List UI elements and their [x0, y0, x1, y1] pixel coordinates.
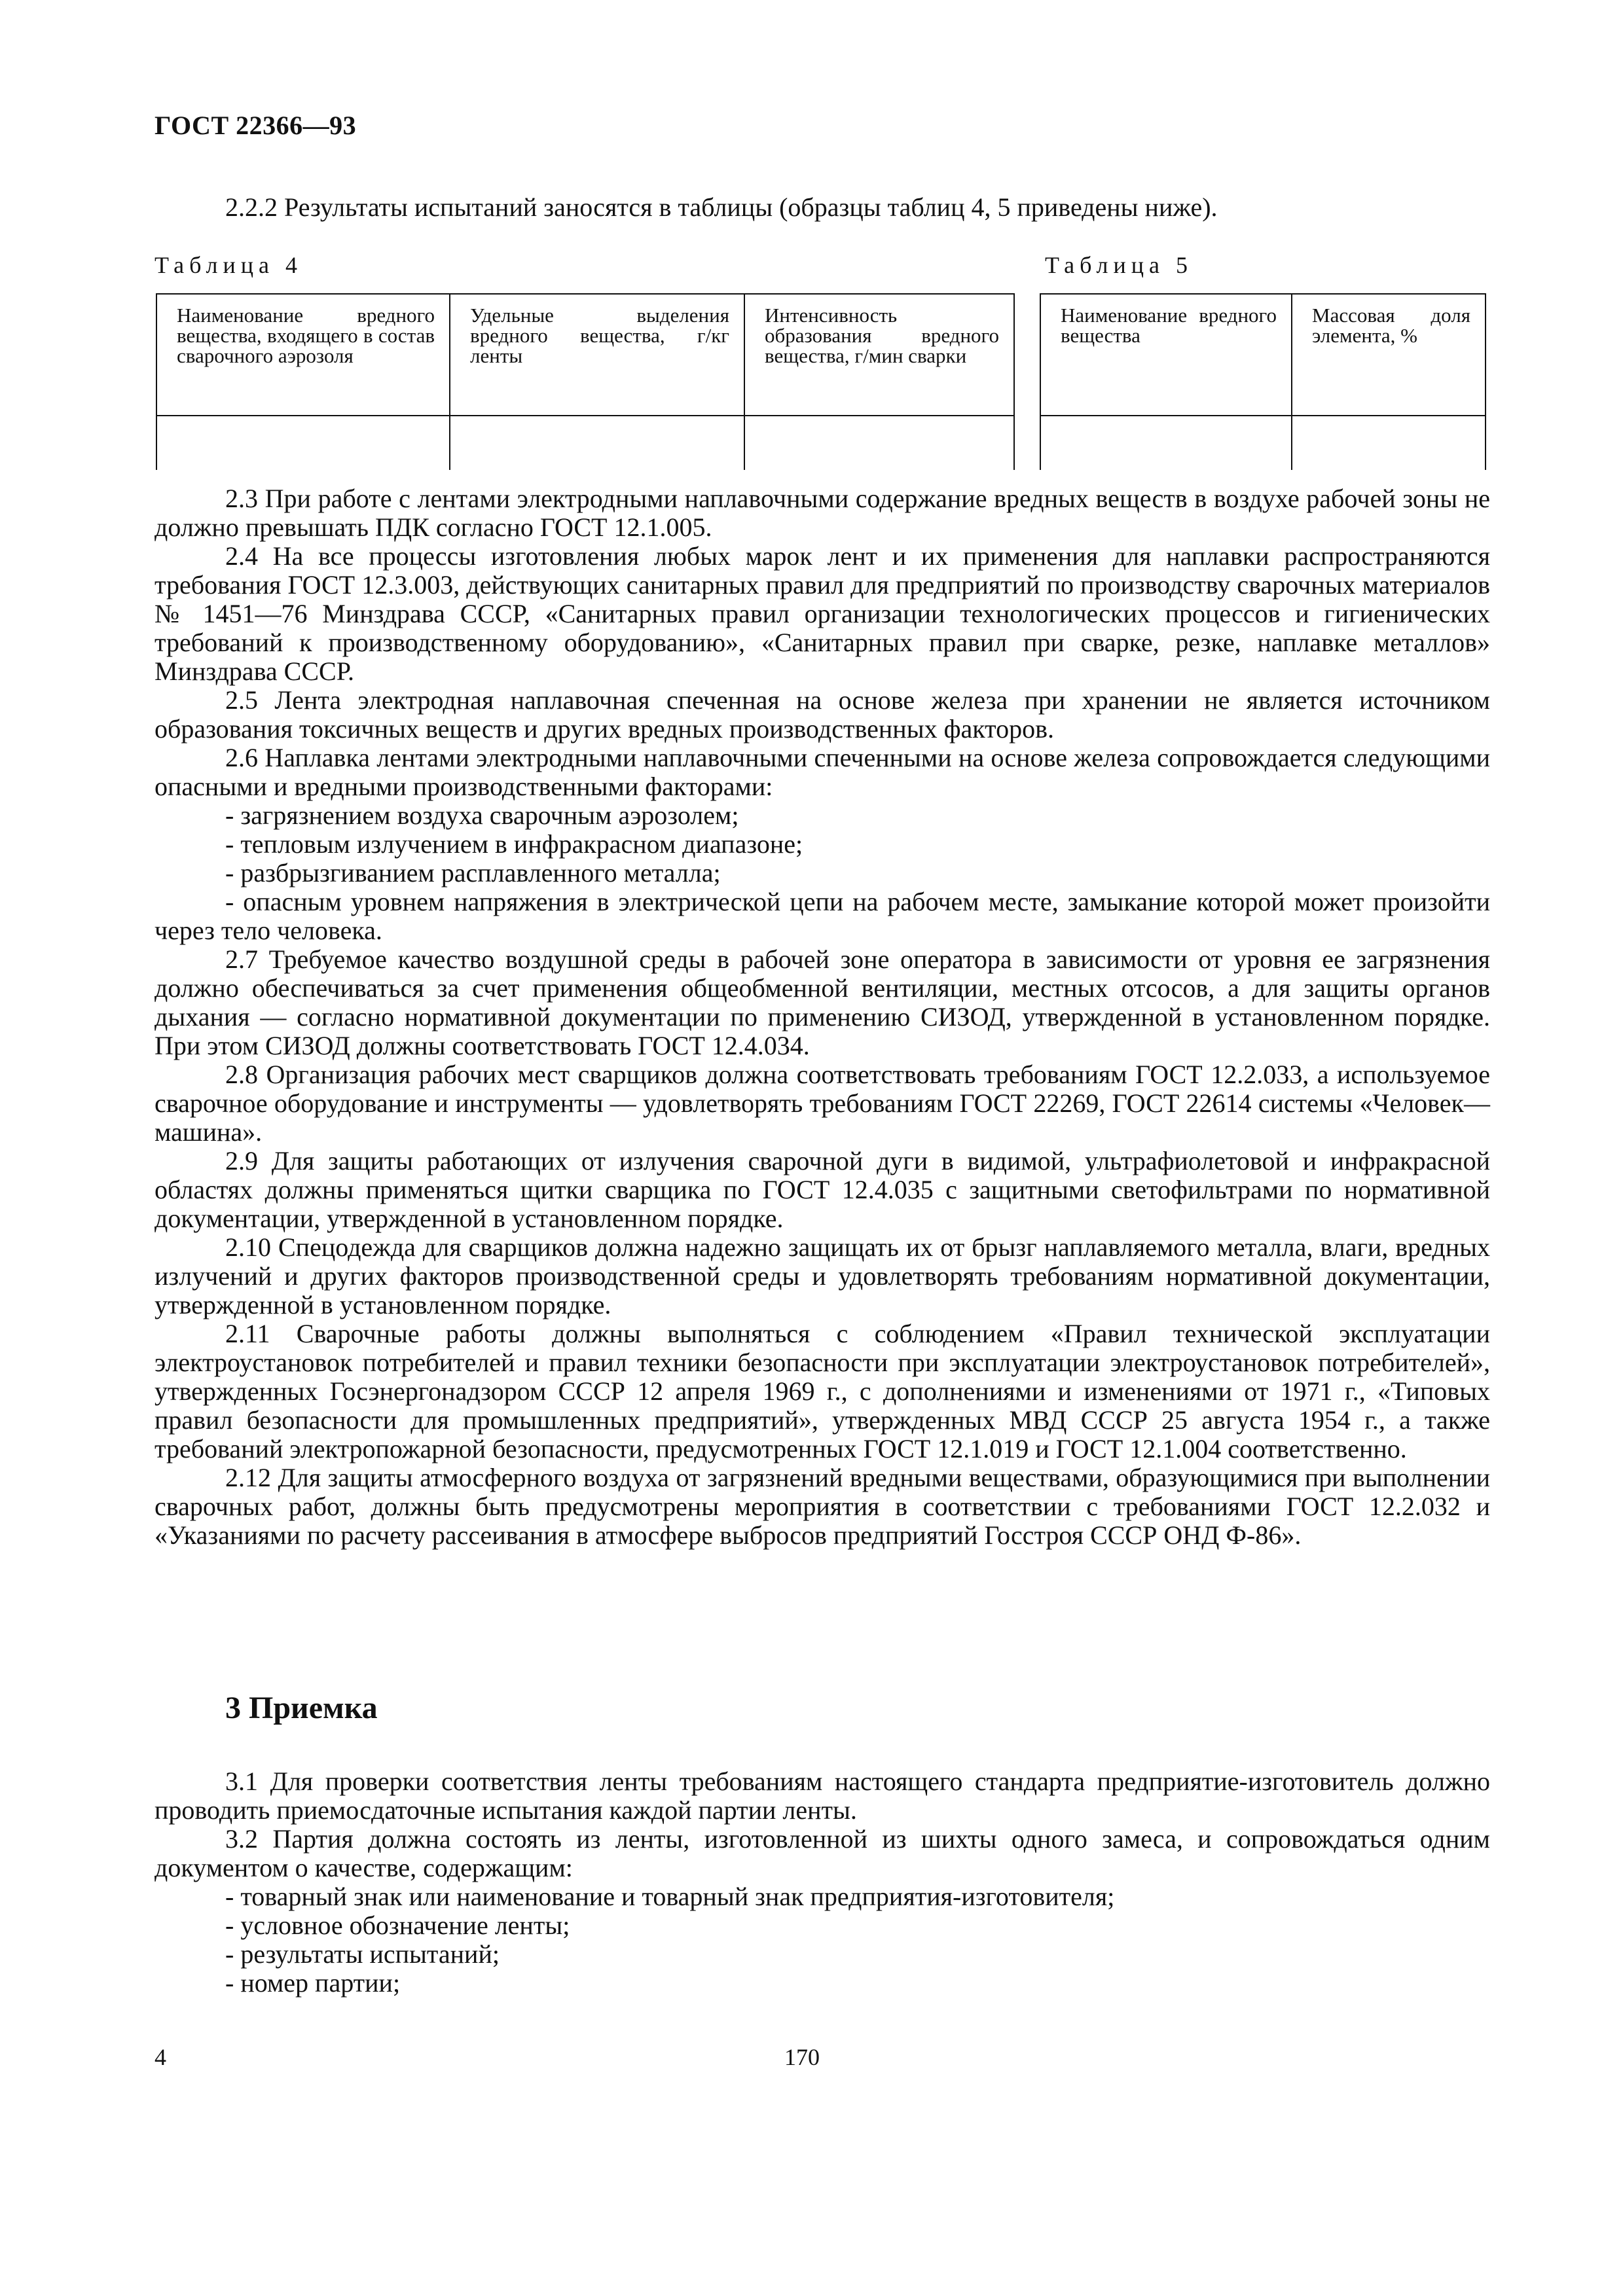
page-number-center: 170 — [784, 2044, 820, 2070]
table4-empty-cell — [744, 416, 1014, 470]
paragraph-2-8: 2.8 Организация рабочих мест сварщиков должна соответствовать требованиям ГОСТ 12.2.033, а используемое сварочное оборудование и инструменты — удовлетворять требованиям ГОСТ 22269, ГОСТ 22614 системы «Человек— машина». — [155, 1060, 1490, 1147]
paragraph-2-12: 2.12 Для защиты атмосферного воздуха от загрязнений вредными веществами, образующимися при выполнении сварочных работ, должны быть предусмотрены мероприятия в соответствии с требованиями ГОСТ 12.2.032 и «Указаниями по расчету рассеивания в атмосфере выбросов предприятий Госстроя СССР ОНД Ф-86». — [155, 1463, 1490, 1550]
table5-header-cell: Массовая доля элемента, % — [1292, 294, 1486, 416]
table4-header-cell: Интенсивность образования вредного вещества, г/мин сварки — [744, 294, 1014, 416]
table5-empty-cell — [1292, 416, 1486, 470]
table-5 — [1040, 293, 1486, 470]
page-number-left: 4 — [155, 2044, 166, 2070]
table4-empty-cell — [450, 416, 744, 470]
table4-empty-cell — [156, 416, 450, 470]
paragraph-2-6: 2.6 Наплавка лентами электродными наплавочными спеченными на основе железа сопровождается следующими опасными и вредными производственными факторами: — [155, 743, 1490, 801]
paragraph-2-5: 2.5 Лента электродная наплавочная спеченная на основе железа при хранении не является источником образования токсичных веществ и других вредных производственных факторов. — [155, 685, 1490, 744]
paragraph-3-1: 3.1 Для проверки соответствия ленты требованиям настоящего стандарта предприятие-изготовитель должно проводить приемосдаточные испытания каждой партии ленты. — [155, 1767, 1490, 1825]
paragraph-2-7: 2.7 Требуемое качество воздушной среды в рабочей зоне оператора в зависимости от уровня ее загрязнения должно обеспечиваться за счет применения общеобменной вентиляции, местных отсосов, а для защиты органов дыхания — согласно нормативной документации по применению СИЗОД, утвержденной в установленном порядке. При этом СИЗОД должны соответствовать ГОСТ 12.4.034. — [155, 944, 1490, 1060]
paragraph-2-4: 2.4 На все процессы изготовления любых марок лент и их применения для наплавки распространяются требования ГОСТ 12.3.003, действующих санитарных правил для предприятий по производству сварочных материалов № 1451—76 Минздрава СССР, «Санитарных правил организации технологических процессов и гигиенических требований к производственному оборудованию», «Санитарных правил при сварке, резке, наплавке металлов» Минздрава СССР. — [155, 541, 1490, 686]
list-item: - номер партии; — [225, 1968, 401, 1998]
list-item: - результаты испытаний; — [225, 1939, 500, 1969]
section-3-title: 3 Приемка — [225, 1691, 378, 1725]
intro-paragraph: 2.2.2 Результаты испытаний заносятся в таблицы (образцы таблиц 4, 5 приведены ниже). — [225, 192, 1218, 222]
list-item: - тепловым излучением в инфракрасном диапазоне; — [225, 829, 803, 859]
table4-header-cell: Наименование вредного вещества, входящего в состав сварочного аэрозоля — [156, 294, 450, 416]
table5-caption: Таблица 5 — [1045, 252, 1193, 278]
list-item: - товарный знак или наименование и товарный знак предприятия-изготовителя; — [225, 1882, 1115, 1911]
table5-empty-cell — [1040, 416, 1292, 470]
section3-body — [155, 1767, 1490, 1998]
paragraph-2-9: 2.9 Для защиты работающих от излучения сварочной дуги в видимой, ультрафиолетовой и инфракрасной областях должны применяться щитки сварщика по ГОСТ 12.4.035 с защитными светофильтрами по нормативной документации, утвержденной в установленном порядке. — [155, 1146, 1490, 1233]
paragraph-2-11: 2.11 Сварочные работы должны выполняться с соблюдением «Правил технической эксплуатации электроустановок потребителей и правил техники безопасности при эксплуатации электроустановок потребителей», утвержденных Госэнергонадзором СССР 12 апреля 1969 г., с дополнениями и изменениями от 1971 г., «Типовых правил безопасности для промышленных предприятий», утвержденных МВД СССР 25 августа 1954 г., а также требований электропожарной безопасности, предусмотренных ГОСТ 12.1.019 и ГОСТ 12.1.004 соответственно. — [155, 1319, 1490, 1463]
list-item: - условное обозначение ленты; — [225, 1910, 570, 1940]
paragraph-2-3: 2.3 При работе с лентами электродными наплавочными содержание вредных веществ в воздухе рабочей зоны не должно превышать ПДК согласно ГОСТ 12.1.005. — [155, 484, 1490, 542]
paragraph-3-2: 3.2 Партия должна состоять из ленты, изготовленной из шихты одного замеса, и сопровождаться одним документом о качестве, содержащим: — [155, 1824, 1490, 1882]
table5-header-cell: Наименование вредного вещества — [1040, 294, 1292, 416]
table4-header-cell: Удельные выделения вредного вещества, г/кг ленты — [450, 294, 744, 416]
table-4 — [156, 293, 1015, 470]
list-item: - разбрызгиванием расплавленного металла; — [225, 858, 721, 888]
section2-body — [155, 484, 1490, 1550]
paragraph-2-10: 2.10 Спецодежда для сварщиков должна надежно защищать их от брызг наплавляемого металла, влаги, вредных излучений и других факторов производственной среды и удовлетворять требованиям нормативной документации, утвержденной в установленном порядке. — [155, 1232, 1490, 1319]
document-header: ГОСТ 22366—93 — [155, 111, 357, 140]
list-item: - загрязнением воздуха сварочным аэрозолем; — [225, 800, 739, 830]
list-item: - опасным уровнем напряжения в электрической цепи на рабочем месте, замыкание которой может произойти через тело человека. — [155, 887, 1490, 945]
table4-caption: Таблица 4 — [155, 252, 302, 278]
